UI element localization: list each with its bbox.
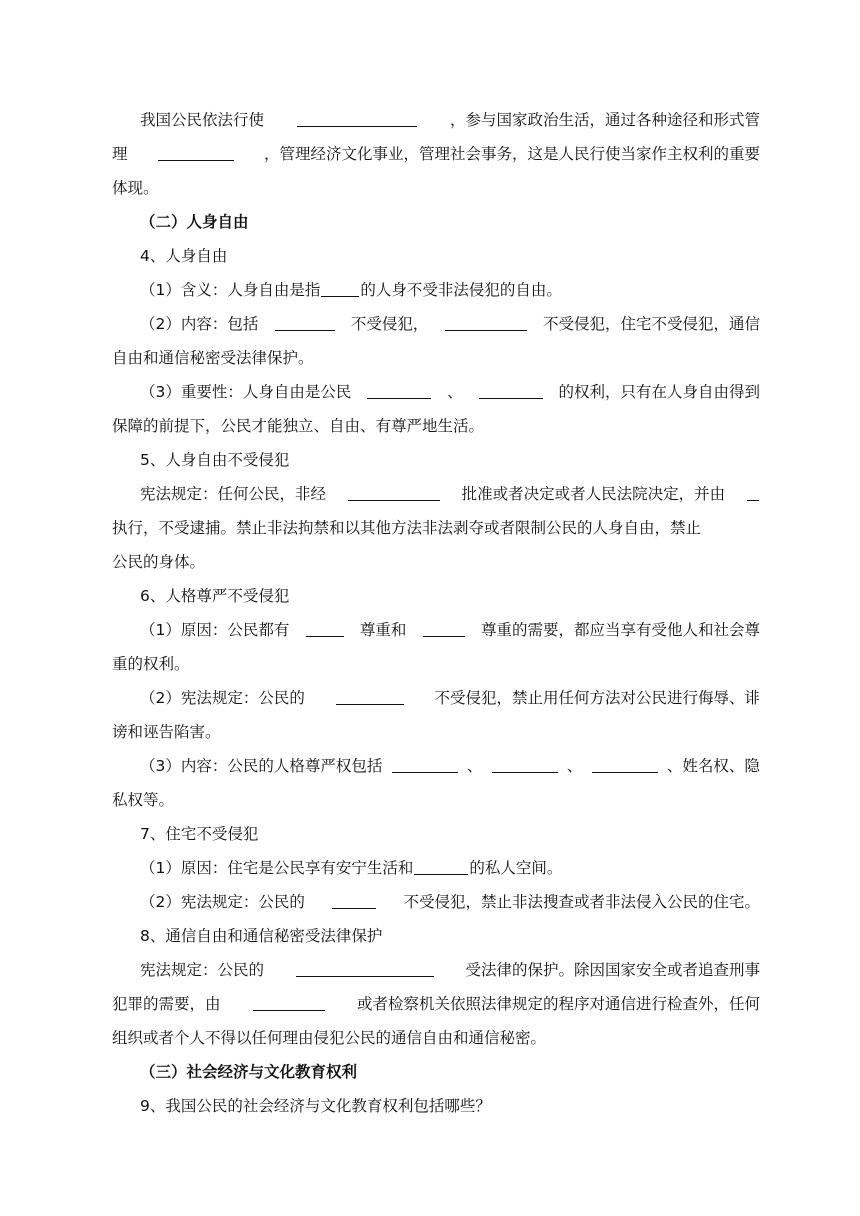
text-line-s4c2 (112, 409, 760, 443)
fill-in-blank[interactable] (297, 106, 417, 127)
text-segment: 、姓名权、隐 (666, 757, 760, 775)
fill-in-blank[interactable] (332, 888, 376, 909)
text-line-s6a (112, 613, 760, 647)
fill-in-blank[interactable] (414, 854, 468, 875)
text-segment: 不受侵犯， (350, 315, 429, 333)
fill-in-blank[interactable] (348, 480, 440, 501)
fill-in-blank[interactable] (306, 616, 344, 637)
text-line-s4 (112, 239, 760, 273)
fill-in-blank[interactable] (747, 480, 759, 501)
text-line-p1a (112, 103, 760, 137)
fill-in-blank[interactable] (423, 616, 465, 637)
text-segment: 宪法规定：公民的 (140, 961, 265, 979)
text-segment: 不受侵犯，禁止用任何方法对公民进行侮辱、诽 (434, 689, 760, 707)
text-segment: 8、通信自由和通信秘密受法律保护 (140, 927, 383, 945)
text-segment: 保障的前提下，公民才能独立、自由、有尊严地生活。 (112, 417, 485, 435)
text-line-s7 (112, 817, 760, 851)
text-segment: 体现。 (112, 179, 159, 197)
text-segment: 自由和通信秘密受法律保护。 (112, 349, 314, 367)
text-segment: （三）社会经济与文化教育权利 (140, 1063, 358, 1081)
text-segment: 私权等。 (112, 791, 175, 809)
text-line-s7a (112, 851, 760, 885)
fill-in-blank[interactable] (296, 956, 434, 977)
text-segment: 批准或者决定或者人民法院决定，并由 (461, 485, 726, 503)
text-segment: 不受侵犯，住宅不受侵犯，通信 (542, 315, 760, 333)
text-line-s4a (112, 273, 760, 307)
fill-in-blank[interactable] (492, 752, 558, 773)
fill-in-blank[interactable] (336, 684, 404, 705)
fill-in-blank[interactable] (158, 140, 234, 161)
fill-in-blank[interactable] (367, 378, 431, 399)
text-segment: 重的权利。 (112, 655, 190, 673)
fill-in-blank[interactable] (275, 310, 335, 331)
text-line-s6a2 (112, 647, 760, 681)
text-line-p1b (112, 137, 760, 171)
text-line-s8a (112, 953, 760, 987)
text-segment: 7、住宅不受侵犯 (140, 825, 259, 843)
fill-in-blank[interactable] (445, 310, 527, 331)
text-line-s8c (112, 1021, 760, 1055)
text-segment: 理 (112, 145, 128, 163)
text-segment: （1）原因：公民都有 (140, 621, 290, 639)
text-segment: （2）宪法规定：公民的 (140, 893, 305, 911)
text-segment: 4、人身自由 (140, 247, 228, 265)
text-line-s6c (112, 749, 760, 783)
text-line-s5a (112, 477, 760, 511)
text-segment: （1）含义：人身自由是指 (140, 281, 321, 299)
text-segment: ，管理经济文化事业，管理社会事务，这是人民行使当家作主权利的重要 (263, 145, 760, 163)
fill-in-blank[interactable] (592, 752, 658, 773)
text-segment: 组织或者个人不得以任何理由侵犯公民的通信自由和通信秘密。 (112, 1029, 547, 1047)
text-line-s6c2 (112, 783, 760, 817)
text-line-s4b2 (112, 341, 760, 375)
text-segment: 9、我国公民的社会经济与文化教育权利包括哪些？ (140, 1097, 491, 1115)
text-segment: 执行，不受逮捕。禁止非法拘禁和以其他方法非法剥夺或者限制公民的人身自由，禁止 (112, 519, 702, 537)
text-segment: 我国公民依法行使 (140, 111, 265, 129)
text-segment: 犯罪的需要，由 (112, 995, 221, 1013)
text-line-s5b (112, 511, 760, 545)
text-segment: 5、人身自由不受侵犯 (140, 451, 290, 469)
text-segment: 宪法规定：任何公民，非经 (140, 485, 327, 503)
text-segment: （3）重要性：人身自由是公民 (140, 383, 352, 401)
text-segment: ，参与国家政治生活，通过各种途径和形式管 (449, 111, 760, 129)
text-line-s9 (112, 1089, 760, 1123)
text-segment: 不受侵犯，禁止非法搜查或者非法侵入公民的住宅。 (403, 893, 760, 911)
text-segment: 的人身不受非法侵犯的自由。 (360, 281, 562, 299)
text-segment: 谤和诬告陷害。 (112, 723, 221, 741)
text-segment: 尊重的需要，都应当享有受他人和社会尊 (480, 621, 760, 639)
text-segment: （二）人身自由 (140, 213, 249, 231)
text-segment: （2）内容：包括 (140, 315, 259, 333)
text-segment: 6、人格尊严不受侵犯 (140, 587, 290, 605)
text-line-h3 (112, 1055, 760, 1089)
text-segment: 的私人空间。 (469, 859, 563, 877)
text-segment: 尊重和 (359, 621, 407, 639)
fill-in-blank[interactable] (253, 990, 325, 1011)
text-line-h2 (112, 205, 760, 239)
text-segment: 的权利，只有在人身自由得到 (558, 383, 760, 401)
text-line-s6b (112, 681, 760, 715)
text-segment: 、 (566, 757, 583, 775)
document-body (112, 103, 760, 1123)
text-line-s8 (112, 919, 760, 953)
text-line-p1c (112, 171, 760, 205)
text-segment: 公民的身体。 (112, 553, 206, 571)
text-line-s5c (112, 545, 760, 579)
text-line-s8b (112, 987, 760, 1021)
fill-in-blank[interactable] (321, 276, 359, 297)
text-line-s6b2 (112, 715, 760, 749)
text-segment: （3）内容：公民的人格尊严权包括 (140, 757, 383, 775)
text-line-s4b (112, 307, 760, 341)
text-segment: 或者检察机关依照法律规定的程序对通信进行检查外，任何 (356, 995, 760, 1013)
text-segment: （1）原因：住宅是公民享有安宁生活和 (140, 859, 414, 877)
text-segment: 、 (466, 757, 483, 775)
fill-in-blank[interactable] (479, 378, 543, 399)
text-line-s6 (112, 579, 760, 613)
fill-in-blank[interactable] (392, 752, 458, 773)
text-line-s4c (112, 375, 760, 409)
text-line-s7b (112, 885, 760, 919)
text-segment: 、 (447, 383, 463, 401)
text-segment: （2）宪法规定：公民的 (140, 689, 305, 707)
text-segment: 受法律的保护。除因国家安全或者追查刑事 (465, 961, 760, 979)
text-line-s5 (112, 443, 760, 477)
